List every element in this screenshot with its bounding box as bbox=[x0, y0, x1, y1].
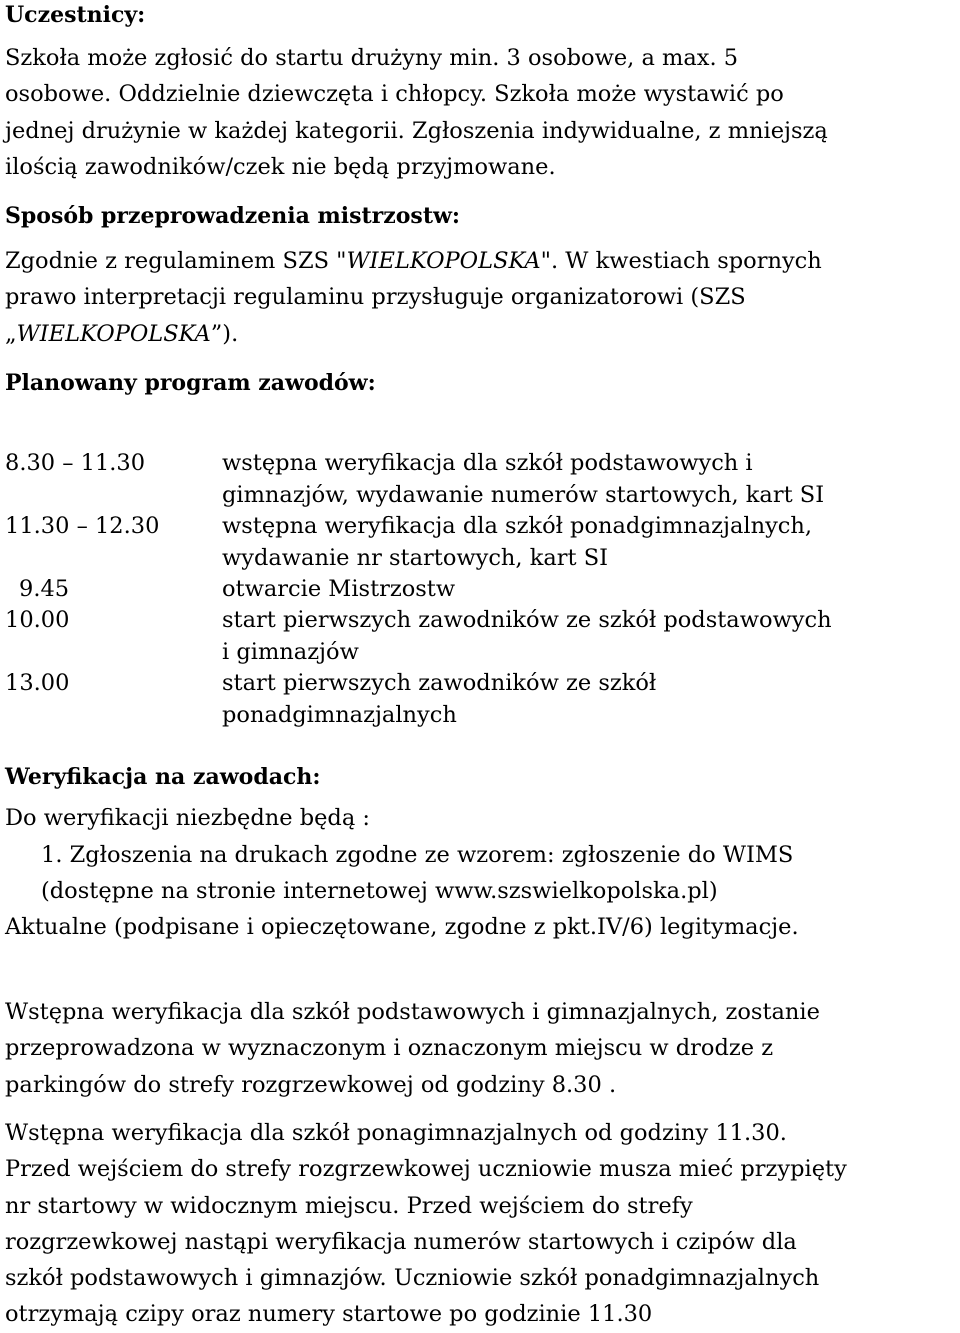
text-line: start pierwszych zawodników ze szkół bbox=[222, 670, 657, 696]
text-line: wstępna weryfikacja dla szkół ponadgimnazjalnych, bbox=[222, 513, 813, 539]
text-span: ". W kwestiach spornych bbox=[540, 248, 822, 274]
text-line: otrzymają czipy oraz numery startowe po godzinie 11.30 bbox=[5, 1301, 653, 1328]
text-line: Wstępna weryfikacja dla szkół podstawowych i gimnazjalnych, zostanie bbox=[5, 999, 820, 1025]
heading-uczestnicy: Uczestnicy: bbox=[5, 2, 146, 28]
text-line: rozgrzewkowej nastąpi weryfikacja numerów startowych i czipów dla bbox=[5, 1228, 797, 1255]
schedule-description bbox=[222, 574, 960, 606]
heading-sposob: Sposób przeprowadzenia mistrzostw: bbox=[5, 203, 461, 229]
paragraph-wstepna-ponadgimnazjalne bbox=[5, 1115, 950, 1333]
text-line: nr startowy w widocznym miejscu. Przed wejściem do strefy bbox=[5, 1192, 693, 1219]
text-line: 1. Zgłoszenia na drukach zgodne ze wzorem: zgłoszenie do WIMS bbox=[41, 842, 794, 868]
paragraph-sposob bbox=[5, 243, 950, 352]
weryfikacja-list-item bbox=[41, 837, 793, 909]
text-line: wstępna weryfikacja dla szkół podstawowych i bbox=[222, 450, 753, 476]
text-line: (dostępne na stronie internetowej www.szswielkopolska.pl) bbox=[41, 878, 718, 904]
text-line: przeprowadzona w wyznaczonym i oznaczonym miejscu w drodze z bbox=[5, 1035, 774, 1062]
text-line: Wstępna weryfikacja dla szkół ponagimnazjalnych od godziny 11.30. bbox=[5, 1120, 787, 1146]
text-line: ponadgimnazjalnych bbox=[222, 701, 457, 728]
emphasis-organization: WIELKOPOLSKA bbox=[16, 320, 211, 347]
schedule-time: 11.30 – 12.30 bbox=[5, 513, 160, 539]
text-line: szkół podstawowych i gimnazjów. Uczniowie szkół ponadgimnazjalnych bbox=[5, 1265, 820, 1292]
text-span: „ bbox=[5, 320, 17, 347]
text-line bbox=[5, 316, 950, 352]
text-line: Szkoła może zgłosić do startu drużyny min. 3 osobowe, a max. 5 bbox=[5, 45, 739, 71]
text-line: parkingów do strefy rozgrzewkowej od godziny 8.30 . bbox=[5, 1071, 617, 1098]
text-line: ilością zawodników/czek nie będą przyjmowane. bbox=[5, 153, 556, 180]
schedule-description bbox=[222, 511, 960, 574]
schedule-description bbox=[222, 668, 960, 731]
text-line: wydawanie nr startowych, kart SI bbox=[222, 544, 609, 571]
text-line: i gimnazjów bbox=[222, 638, 359, 665]
text-line: otwarcie Mistrzostw bbox=[222, 576, 456, 602]
text-span: Zgodnie z regulaminem SZS " bbox=[5, 248, 347, 274]
schedule-time: 13.00 bbox=[5, 670, 70, 696]
text-line: jednej drużynie w każdej kategorii. Zgłoszenia indywidualne, z mniejszą bbox=[5, 117, 828, 144]
weryfikacja-legitymacje: Aktualne (podpisane i opieczętowane, zgodne z pkt.IV/6) legitymacje. bbox=[5, 914, 799, 940]
weryfikacja-intro: Do weryfikacji niezbędne będą : bbox=[5, 805, 370, 831]
heading-weryfikacja: Weryfikacja na zawodach: bbox=[5, 764, 321, 790]
text-line: gimnazjów, wydawanie numerów startowych, kart SI bbox=[222, 481, 825, 508]
text-line: prawo interpretacji regulaminu przysługuje organizatorowi (SZS bbox=[5, 284, 746, 311]
text-line: start pierwszych zawodników ze szkół podstawowych bbox=[222, 607, 832, 633]
paragraph-wstepna-podstawowe bbox=[5, 994, 950, 1103]
paragraph-uczestnicy bbox=[5, 40, 950, 185]
emphasis-organization: WIELKOPOLSKA bbox=[346, 248, 541, 274]
schedule-time: 10.00 bbox=[5, 607, 70, 633]
text-line bbox=[5, 243, 950, 279]
text-span: ”). bbox=[210, 320, 239, 347]
schedule-description bbox=[222, 448, 960, 511]
heading-program: Planowany program zawodów: bbox=[5, 370, 376, 396]
schedule-description bbox=[222, 605, 960, 668]
schedule-time: 9.45 bbox=[19, 576, 70, 602]
text-line: Przed wejściem do strefy rozgrzewkowej uczniowie musza mieć przypięty bbox=[5, 1156, 847, 1183]
text-line: osobowe. Oddzielnie dziewczęta i chłopcy. Szkoła może wystawić po bbox=[5, 81, 784, 108]
schedule-time: 8.30 – 11.30 bbox=[5, 450, 146, 476]
